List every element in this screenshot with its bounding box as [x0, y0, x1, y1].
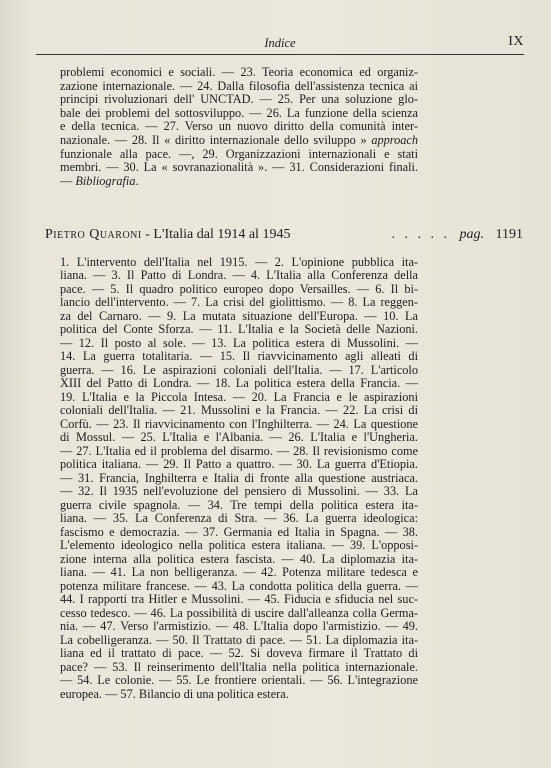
page-number: IX	[508, 34, 524, 49]
text-line: pace? — 53. Il reinserimento dell'Italia nella politica internazionale.	[60, 659, 418, 674]
entry-separator: -	[145, 227, 150, 242]
previous-entry-continuation	[60, 66, 418, 188]
text-line: europea. — 57. Bilancio di una politica estera.	[60, 686, 289, 701]
text-line: za del Carnaro. — 9. La mutata situazione dell'Europa. — 10. La	[60, 308, 418, 323]
text-line: liana. — 41. La non belligeranza. — 42. Potenza militare tedesca e	[60, 565, 418, 580]
entry-page-number: 1191	[495, 227, 523, 242]
text-line: pace. — 5. Il quadro politico europeo dopo Versailles. — 6. Il bi-	[60, 281, 418, 296]
text-line: di Mossul. — 25. L'Italia e l'Albania. — 26. L'Italia e l'Ungheria.	[60, 430, 418, 445]
text-line: — 31. Francia, Inghilterra e Italia di fronte alla questione austriaca.	[60, 470, 418, 485]
text-line: nia. — 47. Verso l'armistizio. — 48. L'Italia dopo l'armistizio. — 49.	[60, 619, 418, 634]
entry-author: Pietro Quaroni	[45, 227, 142, 242]
text-line: XIII del Patto di Londra. — 18. La politica estera della Francia. —	[60, 376, 418, 391]
text-line: La cobelligeranza. — 50. Il Trattato di pace. — 51. La diplomazia ita-	[60, 632, 418, 647]
running-header-title: Indice	[264, 36, 296, 50]
text-line: 19. L'Italia e la Piccola Intesa. — 20. La Francia e le aspirazioni	[60, 389, 418, 404]
text-line: — 54. Le colonie. — 55. Le frontiere orientali. — 56. L'integrazione	[60, 673, 418, 688]
leader-dots: . . . . .	[391, 227, 451, 242]
text-line: potenza militare francese. — 43. La condotta politica della guerra. —	[60, 578, 418, 593]
index-entry-heading	[45, 227, 523, 243]
text-line: 14. La guerra totalitaria. — 15. Il riavvicinamento agli alleati di	[60, 349, 418, 364]
running-header	[36, 36, 524, 55]
text-line: — 27. L'Italia ed il problema del disarmo. — 28. Il revisionismo come	[60, 443, 418, 458]
text-line: zazione internazionale. — 24. Dalla filosofia dell'assistenza tecnica ai	[60, 78, 418, 93]
text-line: nazionale. — 28. Il « diritto internazionale dello sviluppo » approach	[60, 132, 418, 147]
text-line: coloniali dell'Italia. — 21. Mussolini e la Francia. — 22. La crisi di	[60, 403, 418, 418]
text-line: — 12. Il posto al sole. — 13. La politica estera di Mussolini. —	[60, 335, 418, 350]
text-line: lancio dell'intervento. — 7. La crisi del giolittismo. — 8. La reggen-	[60, 295, 418, 310]
text-line: e della tecnica. — 27. Verso un nuovo diritto della comunità inter-	[60, 119, 418, 134]
entry-contents	[60, 256, 418, 701]
text-line: L'elemento ideologico nella politica estera italiana. — 39. L'opposi-	[60, 538, 418, 553]
text-line: liana ed il trattato di pace. — 52. Si doveva firmare il Trattato di	[60, 646, 418, 661]
text-line: problemi economici e sociali. — 23. Teoria economica ed organiz-	[60, 65, 418, 79]
text-line: zione interna alla politica estera fascista. — 40. La diplomazia ita-	[60, 551, 418, 566]
entry-title: L'Italia dal 1914 al 1945	[153, 227, 291, 242]
text-line: bale dei problemi del sottosviluppo. — 26. La funzione della scienza	[60, 105, 418, 120]
text-line: membri. — 30. La « sovranazionalità ». — 31. Considerazioni finali.	[60, 160, 418, 175]
text-line: — Bibliografia.	[60, 173, 139, 188]
text-line: principi rivoluzionari dell' UNCTAD. — 25. Per una soluzione glo-	[60, 92, 418, 107]
text-line: guerra civile spagnola. — 34. Tre tempi della politica estera ita-	[60, 497, 418, 512]
text-line: 44. I rapporti tra Hitler e Mussolini. — 45. Fiducia e sfiducia nel suc-	[60, 592, 418, 607]
pag-label: pag.	[459, 227, 485, 242]
text-line: liana. — 3. Il Patto di Londra. — 4. L'Italia alla Conferenza della	[60, 268, 418, 283]
text-line: — 32. Il 1935 nell'evoluzione del pensiero di Mussolini. — 33. La	[60, 484, 418, 499]
text-line: 1. L'intervento dell'Italia nel 1915. — 2. L'opinione pubblica ita-	[60, 255, 418, 269]
text-line: fascismo e democrazia. — 37. Germania ed Italia in Spagna. — 38.	[60, 524, 418, 539]
text-line: cesso tedesco. — 46. La possibilità di uscire dall'alleanza colla Germa-	[60, 605, 418, 620]
text-line: funzionale alla pace. —, 29. Organizzazioni internazionali e stati	[60, 146, 418, 161]
text-line: politica italiana. — 29. Il Patto a quattro. — 30. La guerra d'Etiopia.	[60, 457, 418, 472]
text-line: liana. — 35. La Conferenza di Stra. — 36. La guerra ideologica:	[60, 511, 418, 526]
text-line: guerra. — 16. Le aspirazioni coloniali dell'Italia. — 17. L'articolo	[60, 362, 418, 377]
text-line: politica del Conte Sforza. — 11. L'Italia e la Società delle Nazioni.	[60, 322, 418, 337]
text-line: Corfù. — 23. Il riavvicinamento con l'Inghilterra. — 24. La questione	[60, 416, 418, 431]
